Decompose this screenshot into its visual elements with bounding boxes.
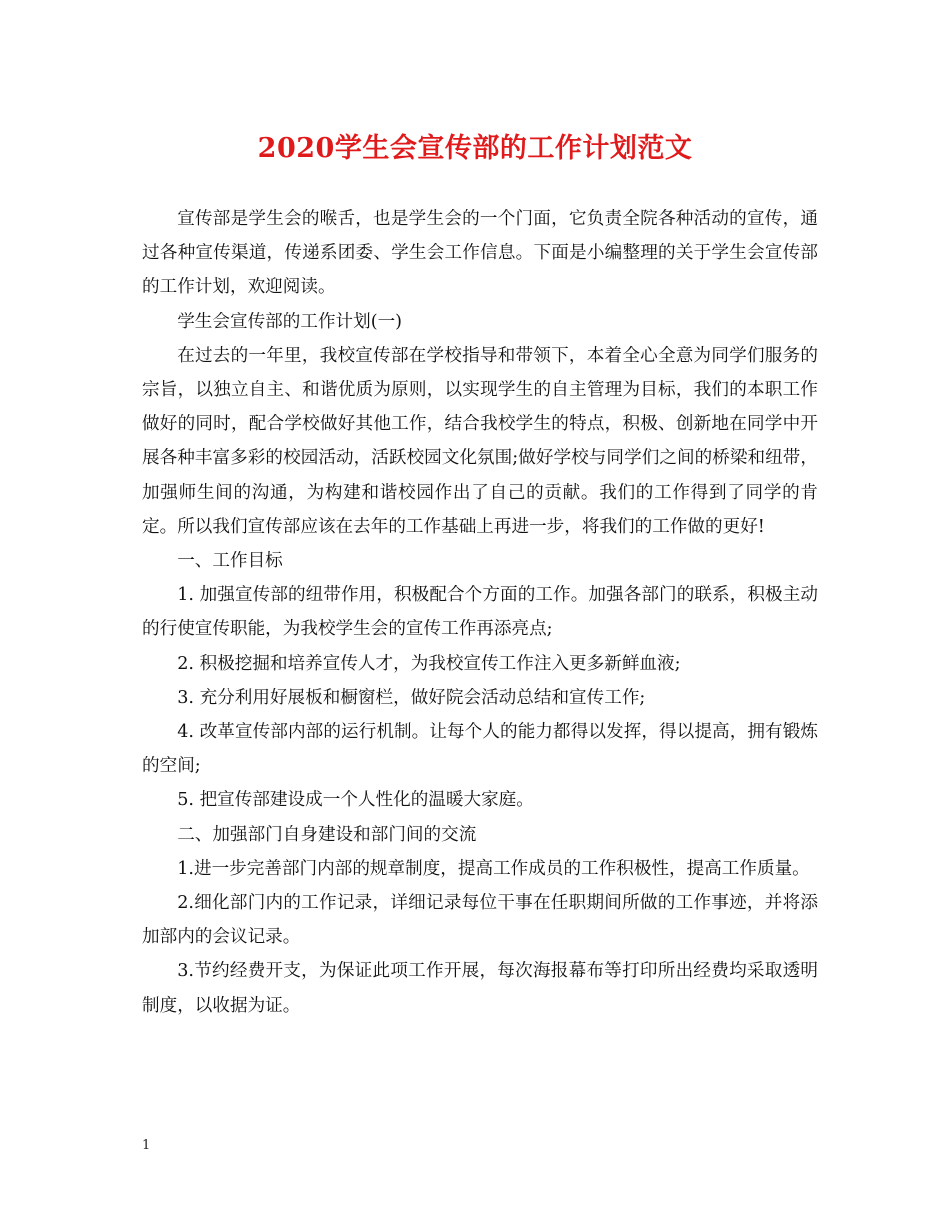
paragraph-plan-heading: 学生会宣传部的工作计划(一) bbox=[177, 311, 403, 332]
section-heading-communication: 二、加强部门自身建设和部门间的交流 bbox=[177, 824, 477, 845]
page-number: 1 bbox=[142, 1138, 151, 1153]
paragraph-overview: 在过去的一年里，我校宣传部在学校指导和带领下，本着全心全意为同学们服务的宗旨，以独立自主、和谐优质为原则，以实现学生的自主管理为目标，我们的本职工作做好的同时，配合学校做好其他工作，结合我校学生的特点，积极、创新地在同学中开展各种丰富多彩的校园活动，活跃校园文化氛围;做好学校与同学们之间的桥梁和纽带，加强师生间的沟通，为构建和谐校园作出了自己的贡献。我们的工作得到了同学的肯定。所以我们宣传部应该在去年的工作基础上再进一步，将我们的工作做的更好! bbox=[142, 345, 818, 537]
goal-item-4: 4. 改革宣传部内部的运行机制。让每个人的能力都得以发挥，得以提高，拥有锻炼的空间; bbox=[142, 722, 818, 777]
goal-item-1: 1. 加强宣传部的纽带作用，积极配合个方面的工作。加强各部门的联系，积极主动的行使宣传职能，为我校学生会的宣传工作再添亮点; bbox=[142, 585, 818, 640]
goal-item-2: 2. 积极挖掘和培养宣传人才，为我校宣传工作注入更多新鲜血液; bbox=[177, 653, 681, 674]
section-heading-goals: 一、工作目标 bbox=[177, 551, 283, 572]
goal-item-5: 5. 把宣传部建设成一个人性化的温暖大家庭。 bbox=[177, 790, 534, 811]
goal-item-3: 3. 充分利用好展板和橱窗栏，做好院会活动总结和宣传工作; bbox=[177, 687, 646, 708]
document-body bbox=[142, 202, 818, 1023]
document-title: 2020学生会宣传部的工作计划范文 bbox=[257, 133, 693, 164]
communication-item-1: 1.进一步完善部门内部的规章制度，提高工作成员的工作积极性，提高工作质量。 bbox=[177, 858, 810, 879]
communication-item-3: 3.节约经费开支，为保证此项工作开展，每次海报幕布等打印所出经费均采取透明制度，以收据为证。 bbox=[142, 961, 818, 1016]
paragraph-intro: 宣传部是学生会的喉舌，也是学生会的一个门面，它负责全院各种活动的宣传，通过各种宣传渠道，传递系团委、学生会工作信息。下面是小编整理的关于学生会宣传部的工作计划，欢迎阅读。 bbox=[142, 209, 818, 298]
communication-item-2: 2.细化部门内的工作记录，详细记录每位干事在任职期间所做的工作事迹，并将添加部内的会议记录。 bbox=[142, 893, 818, 948]
